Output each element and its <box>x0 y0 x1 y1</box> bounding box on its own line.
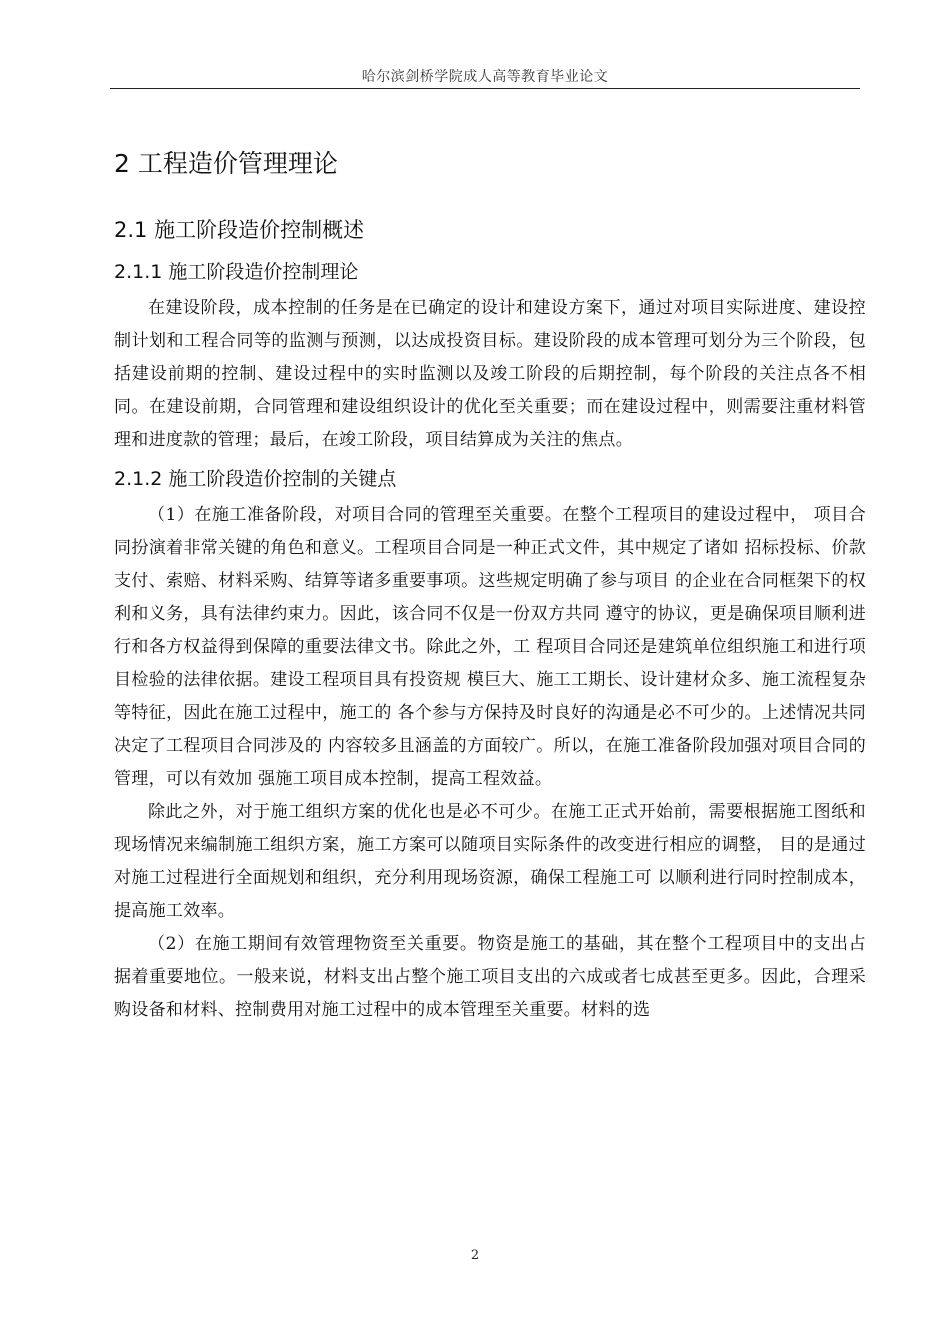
subsection-title-2-1-2: 2.1.2 施工阶段造价控制的关键点 <box>114 468 397 490</box>
page-content <box>114 140 866 1027</box>
header-divider <box>110 88 860 89</box>
paragraph: 在建设阶段，成本控制的任务是在已确定的设计和建设方案下，通过对项目实际进度、建设控制计划和工程合同等的监测与预测，以达成投资目标。建设阶段的成本管理可划分为三个阶段，包括建设前期的控制、建设过程中的实时监测以及竣工阶段的后期控制，每个阶段的关注点各不相同。在建设前期，合同管理和建设组织设计的优化至关重要；而在建设过程中，则需要注重材料管理和进度款的管理；最后，在竣工阶段，项目结算成为关注的焦点。 <box>114 298 866 450</box>
chapter-title: 2 工程造价管理理论 <box>114 149 338 178</box>
paragraph: （1）在施工准备阶段，对项目合同的管理至关重要。在整个工程项目的建设过程中， 项目合同扮演着非常关键的角色和意义。工程项目合同是一种正式文件，其中规定了诸如 招标投标、价款支付、索赔、材料采购、结算等诸多重要事项。这些规定明确了参与项目 的企业在合同框架下的权利和义务，具有法律约束力。因此，该合同不仅是一份双方共同 遵守的协议，更是确保项目顺利进行和各方权益得到保障的重要法律文书。除此之外，工 程项目合同还是建筑单位组织施工和进行项目检验的法律依据。建设工程项目具有投资规 模巨大、施工工期长、设计建材众多、施工流程复杂等特征，因此在施工过程中，施工的 各个参与方保持及时良好的沟通是必不可少的。上述情况共同决定了工程项目合同涉及的 内容较多且涵盖的方面较广。所以，在施工准备阶段加强对项目合同的管理，可以有效加 强施工项目成本控制，提高工程效益。 <box>114 505 866 789</box>
section-title-2-1: 2.1 施工阶段造价控制概述 <box>114 218 365 242</box>
paragraph: 除此之外，对于施工组织方案的优化也是必不可少。在施工正式开始前，需要根据施工图纸和现场情况来编制施工组织方案，施工方案可以随项目实际条件的改变进行相应的调整， 目的是通过对施工过程进行全面规划和组织，充分利用现场资源，确保工程施工可 以顺利进行同时控制成本，提高施工效率。 <box>114 802 866 921</box>
subsection-title-2-1-1: 2.1.1 施工阶段造价控制理论 <box>114 261 359 283</box>
paragraph: （2）在施工期间有效管理物资至关重要。物资是施工的基础，其在整个工程项目中的支出占据着重要地位。一般来说，材料支出占整个施工项目支出的六成或者七成甚至更多。因此，合理采购设备和材料、控制费用对施工过程中的成本管理至关重要。材料的选 <box>114 934 866 1020</box>
running-header: 哈尔滨剑桥学院成人高等教育毕业论文 <box>361 69 609 85</box>
page-number: 2 <box>470 1248 480 1263</box>
